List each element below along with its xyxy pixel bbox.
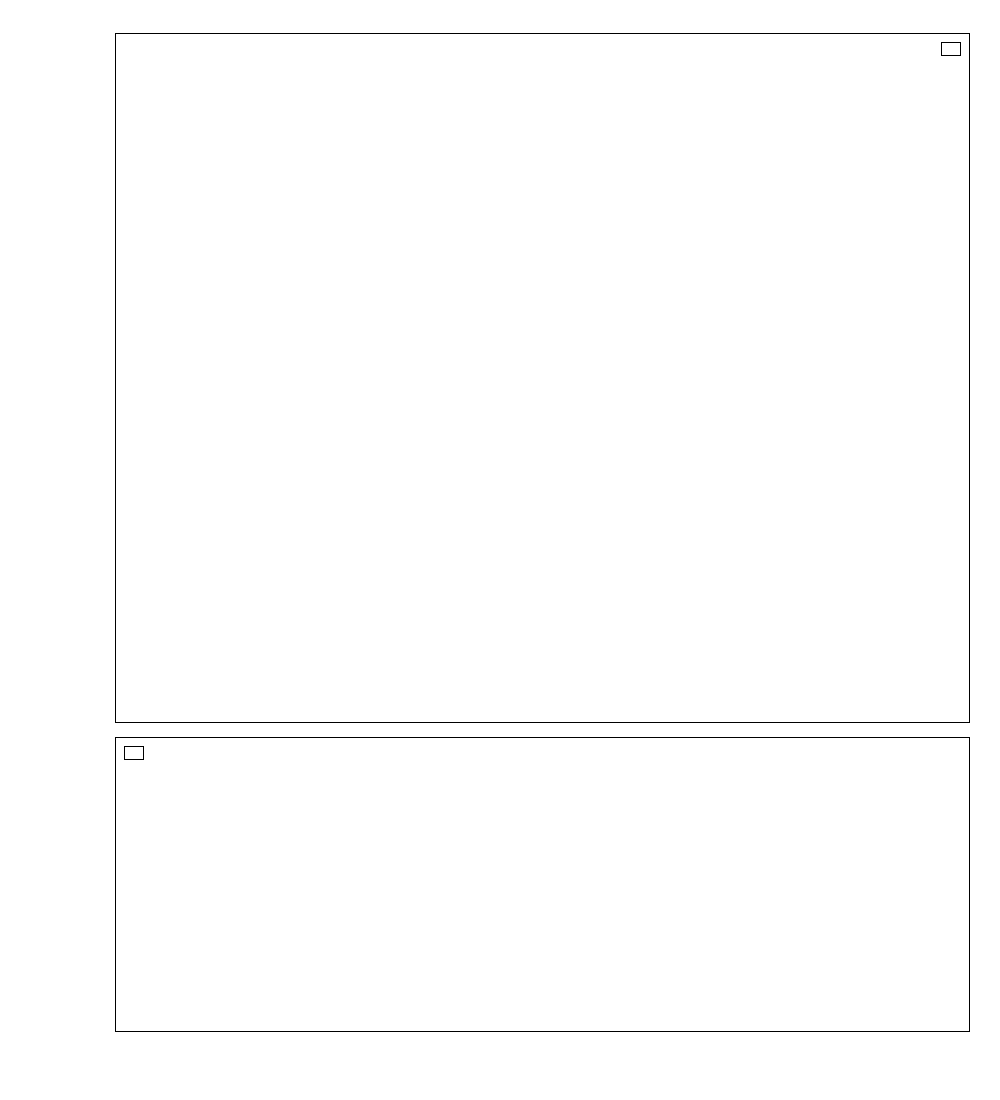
y-axis-ticks-top [8,33,106,723]
legend-bottom [124,746,144,760]
y-axis-ticks-bottom [8,737,106,1032]
incremental-rate-plot [115,33,970,723]
legend-top [941,42,961,56]
bar-series-top [116,34,969,722]
rupture-count-plot [115,737,970,1032]
bar-series-bottom [116,738,969,1031]
